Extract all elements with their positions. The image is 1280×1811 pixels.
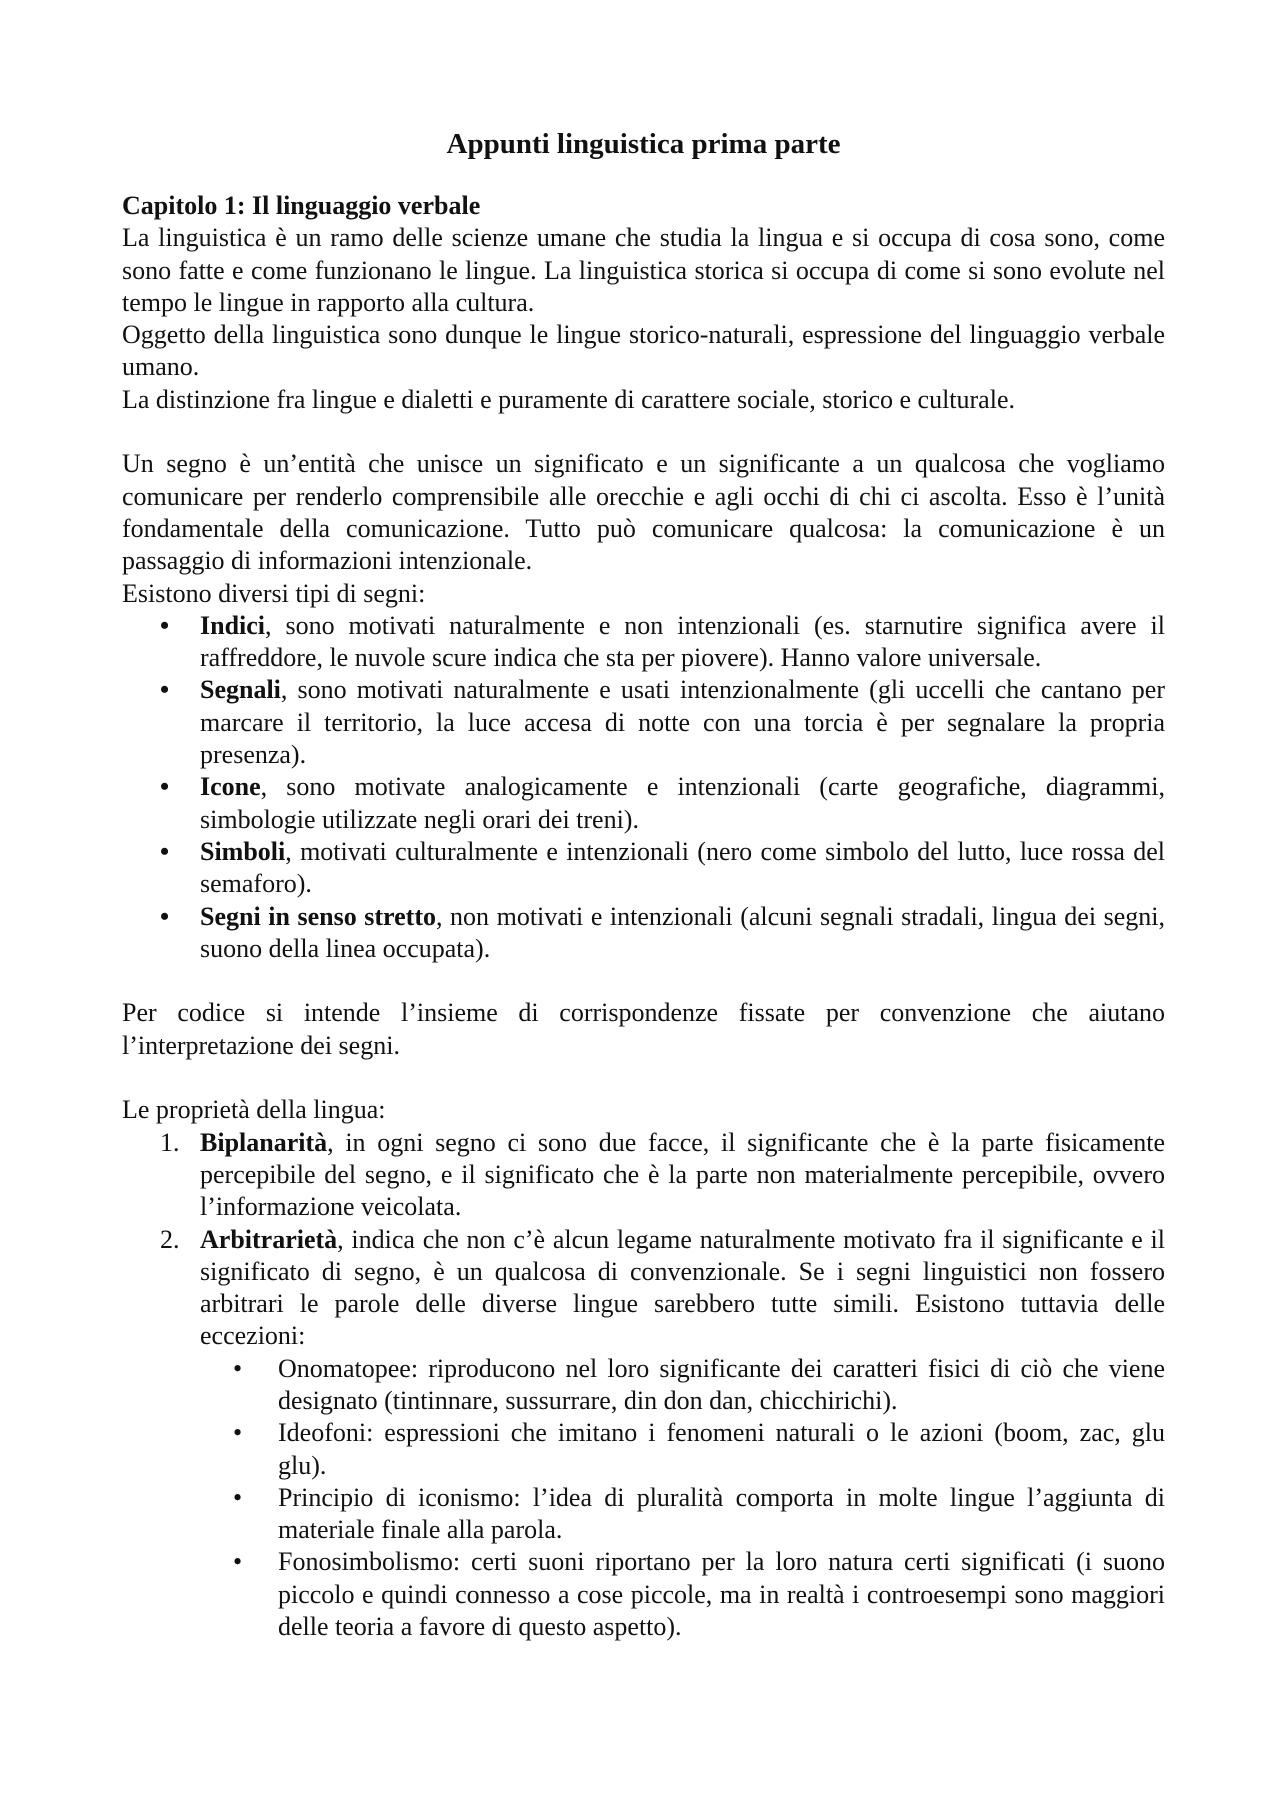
item-text: , sono motivate analogicamente e intenzionali (carte geografiche, diagrammi, simbologie utilizzate negli orari dei treni). xyxy=(200,772,1165,834)
properties-intro: Le proprietà della lingua: xyxy=(122,1095,386,1125)
term-bold: Icone xyxy=(200,772,261,802)
list-item xyxy=(200,1546,1165,1643)
bullet-icon: • xyxy=(160,901,170,931)
item-text: Fonosimbolismo: certi suoni riportano per la loro natura certi significati (i suono piccolo e quindi connesso a cose piccole, ma in realtà i controesempi sono maggiori delle teoria a favore di questo aspetto). xyxy=(278,1547,1165,1642)
item-text: Ideofoni: espressioni che imitano i fenomeni naturali o le azioni (boom, zac, glu glu). xyxy=(278,1418,1165,1480)
list-item xyxy=(122,1127,1165,1224)
bullet-icon: • xyxy=(160,836,170,866)
exceptions-list xyxy=(200,1353,1165,1644)
document-title: Appunti linguistica prima parte xyxy=(446,128,841,160)
list-item xyxy=(122,771,1165,836)
chapter-heading: Capitolo 1: Il linguaggio verbale xyxy=(122,191,481,220)
item-text: , motivati culturalmente e intenzionali (nero come simbolo del lutto, luce rossa del semaforo). xyxy=(200,836,1165,899)
item-text: Principio di iconismo: l’idea di pluralità comporta in molte lingue l’aggiunta di materiale finale alla parola. xyxy=(278,1482,1165,1545)
item-text: , non motivati e intenzionali (alcuni segnali stradali, lingua dei segni, suono della linea occupata). xyxy=(200,901,1165,963)
bullet-icon: • xyxy=(233,1418,243,1448)
sign-types-intro: Esistono diversi tipi di segni: xyxy=(122,578,426,608)
term-bold: Simboli xyxy=(200,836,286,866)
code-paragraph: Per codice si intende l’insieme di corrispondenze fissate per convenzione che aiutano l’interpretazione dei segni. xyxy=(122,998,1165,1060)
item-text: , sono motivati naturalmente e non intenzionali (es. starnutire significa avere il raffreddore, le nuvole scure indica che sta per piovere). Hanno valore universale. xyxy=(200,610,1165,673)
term-bold: Biplanarità xyxy=(200,1127,328,1157)
intro-paragraph-1: La linguistica è un ramo delle scienze umane che studia la lingua e si occupa di cosa sono, come sono fatte e come funzionano le lingue. La linguistica storica si occupa di come si sono evolute nel tempo le lingue in rapporto alla cultura. xyxy=(122,223,1165,317)
sign-paragraph: Un segno è un’entità che unisce un significato e un significante a un qualcosa che vogliamo comunicare per renderlo comprensibile alle orecchie e agli occhi di chi ci ascolta. Esso è l’unità fondamentale della comunicazione. Tutto può comunicare qualcosa: la comunicazione è un passaggio di informazioni intenzionale. xyxy=(122,449,1165,576)
bullet-icon: • xyxy=(160,772,170,802)
spacer xyxy=(122,416,1165,448)
intro-paragraph-2: Oggetto della linguistica sono dunque le lingue storico-naturali, espressione del linguaggio verbale umano. xyxy=(122,320,1165,382)
bullet-icon: • xyxy=(233,1482,243,1512)
sign-types-list xyxy=(122,610,1165,965)
list-item xyxy=(122,901,1165,966)
properties-list xyxy=(122,1127,1165,1644)
term-bold: Arbitrarietà xyxy=(200,1224,338,1254)
list-item xyxy=(200,1353,1165,1418)
list-item xyxy=(122,674,1165,771)
bullet-icon: • xyxy=(160,675,170,705)
list-item xyxy=(200,1417,1165,1482)
item-number: 1. xyxy=(160,1127,180,1157)
bullet-icon: • xyxy=(233,1353,243,1383)
spacer xyxy=(122,1062,1165,1094)
term-bold: Segni in senso stretto xyxy=(200,901,436,931)
document-page xyxy=(122,122,1165,1643)
spacer xyxy=(122,965,1165,997)
term-bold: Indici xyxy=(200,610,266,640)
item-text: , indica che non c’è alcun legame naturalmente motivato fra il significante e il significato di segno, è un qualcosa di convenzionale. Se i segni linguistici non fossero arbitrari le parole delle diverse lingue sarebbero tutte simili. Esistono tuttavia delle eccezioni: xyxy=(200,1224,1165,1351)
bullet-icon: • xyxy=(233,1547,243,1577)
list-item xyxy=(122,836,1165,901)
list-item xyxy=(122,1224,1165,1644)
item-text: , sono motivati naturalmente e usati intenzionalmente (gli uccelli che cantano per marcare il territorio, la luce accesa di notte con una torcia è per segnalare la propria presenza). xyxy=(200,675,1165,770)
list-item xyxy=(122,610,1165,675)
term-bold: Segnali xyxy=(200,675,281,705)
item-text: , in ogni segno ci sono due facce, il significante che è la parte fisicamente percepibile del segno, e il significato che è la parte non materialmente percepibile, ovvero l’informazione veicolata. xyxy=(200,1127,1165,1222)
item-text: Onomatopee: riproducono nel loro significante dei caratteri fisici di ciò che viene designato (tintinnare, sussurrare, din don dan, chicchirichi). xyxy=(278,1353,1165,1415)
item-number: 2. xyxy=(160,1224,180,1254)
bullet-icon: • xyxy=(160,610,170,640)
list-item xyxy=(200,1482,1165,1547)
intro-paragraph-3: La distinzione fra lingue e dialetti e puramente di carattere sociale, storico e culturale. xyxy=(122,384,1015,414)
